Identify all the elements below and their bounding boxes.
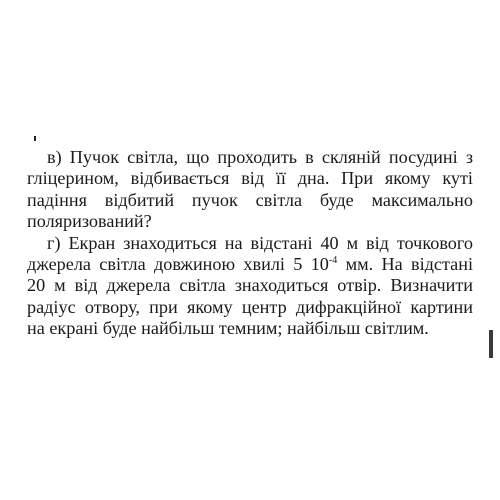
wavelength-exponent: -4 xyxy=(328,255,338,267)
problem-g-line-2 xyxy=(27,254,473,275)
problem-g-line-4: радіус отвору, при якому центр дифракційної картини xyxy=(27,296,473,317)
scrollbar-thumb[interactable] xyxy=(489,330,493,358)
problem-v-line-3: падіння відбитий пучок світла буде максимально xyxy=(27,189,473,210)
problem-v-line-2: гліцерином, відбивається від її дна. При якому куті xyxy=(27,168,473,189)
problem-g-line-5: на екрані буде найбільш темним; найбільш світлим. xyxy=(27,318,429,339)
wavelength-text: джерела світла довжиною хвилі 5 10 xyxy=(27,254,329,275)
problem-v-line-1: в) Пучок світла, що проходить в скляній посудині з xyxy=(47,147,473,167)
stray-mark xyxy=(34,136,36,141)
problem-g-line-1: г) Екран знаходиться на відстані 40 м від точкового xyxy=(47,232,473,253)
problem-v-line-4: поляризований? xyxy=(27,211,152,232)
distance-text: мм. На відстані xyxy=(337,254,473,275)
problem-text xyxy=(27,147,473,340)
problem-g-line-3: 20 м від джерела світла знаходиться отвір. Визначити xyxy=(27,275,473,296)
